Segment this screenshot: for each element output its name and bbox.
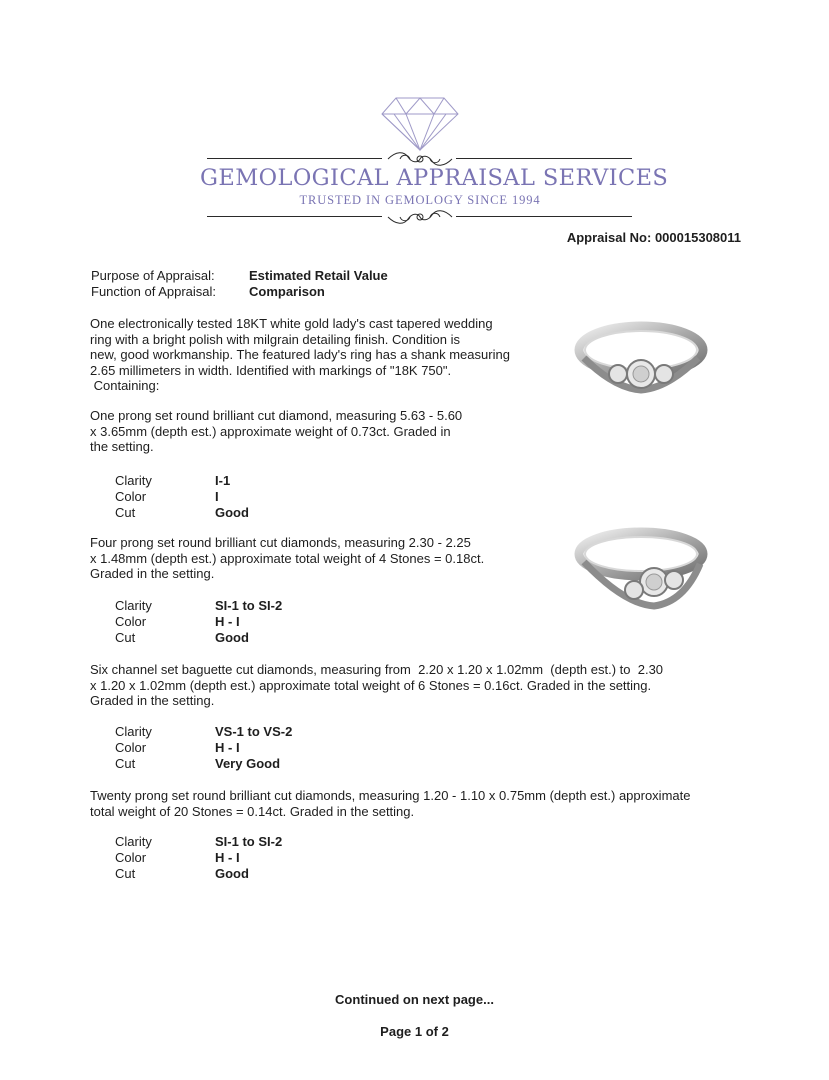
stone-description-line: x 1.20 x 1.02mm (depth est.) approximate total weight of 6 Stones = 0.16ct. Graded in the setting. bbox=[90, 677, 652, 693]
logo-rule-bottom-right bbox=[456, 216, 632, 217]
clarity-value: SI-1 to SI-2 bbox=[215, 598, 283, 613]
stone-description-line: x 3.65mm (depth est.) approximate weight of 0.73ct. Graded in bbox=[90, 423, 451, 439]
stone-description-line: x 1.48mm (depth est.) approximate total weight of 4 Stones = 0.18ct. bbox=[90, 550, 485, 566]
flourish-ornament-icon bbox=[386, 207, 454, 227]
grade-labels bbox=[115, 473, 152, 521]
grade-values bbox=[215, 598, 282, 646]
stone-description-line: Graded in the setting. bbox=[90, 693, 215, 708]
ring-photo-side bbox=[574, 524, 708, 624]
cut-value: Very Good bbox=[215, 756, 281, 771]
stone-description-line: total weight of 20 Stones = 0.14ct. Graded in the setting. bbox=[90, 803, 415, 819]
clarity-label: Clarity bbox=[115, 598, 152, 613]
purpose-label: Purpose of Appraisal: bbox=[91, 268, 215, 283]
clarity-label: Clarity bbox=[115, 834, 152, 849]
grade-values bbox=[215, 473, 249, 521]
stone-description-line: the setting. bbox=[90, 439, 154, 454]
stone-description-line: Twenty prong set round brilliant cut diamonds, measuring 1.20 - 1.10 x 0.75mm (depth est.) approximate bbox=[90, 788, 691, 803]
ring-photo-top bbox=[574, 310, 708, 410]
color-value: H - I bbox=[215, 614, 240, 629]
cut-label: Cut bbox=[115, 630, 136, 645]
description-line: ring with a bright polish with milgrain detailing finish. Condition is bbox=[90, 331, 460, 347]
description-line: new, good workmanship. The featured lady's ring has a shank measuring bbox=[90, 347, 510, 362]
logo-rule-top-right bbox=[456, 158, 632, 159]
stone-description-line: Six channel set baguette cut diamonds, measuring from 2.20 x 1.20 x 1.02mm (depth est.) to 2.30 bbox=[90, 662, 664, 677]
clarity-label: Clarity bbox=[115, 724, 152, 739]
ring-description bbox=[90, 316, 550, 394]
grade-labels bbox=[115, 598, 152, 646]
grade-values bbox=[215, 724, 292, 772]
page-number: Page 1 of 2 bbox=[380, 1024, 449, 1039]
cut-value: Good bbox=[215, 866, 249, 881]
color-label: Color bbox=[115, 850, 147, 865]
cut-label: Cut bbox=[115, 756, 136, 771]
color-value: I bbox=[215, 489, 219, 504]
description-line: Containing: bbox=[90, 378, 160, 393]
clarity-label: Clarity bbox=[115, 473, 152, 488]
diamond-logo-icon bbox=[380, 96, 460, 152]
grade-labels bbox=[115, 724, 152, 772]
appraisal-number-label: Appraisal No: bbox=[566, 230, 652, 245]
stone-description-line: Graded in the setting. bbox=[90, 566, 215, 581]
grade-values bbox=[215, 834, 282, 882]
stone-description-line: Four prong set round brilliant cut diamonds, measuring 2.30 - 2.25 bbox=[90, 535, 471, 550]
stone-description bbox=[90, 408, 490, 455]
color-value: H - I bbox=[215, 850, 240, 865]
purpose-value: Estimated Retail Value bbox=[249, 268, 388, 283]
description-line: 2.65 millimeters in width. Identified with markings of "18K 750". bbox=[90, 362, 452, 378]
stone-description bbox=[90, 662, 790, 709]
color-label: Color bbox=[115, 614, 147, 629]
clarity-value: SI-1 to SI-2 bbox=[215, 834, 283, 849]
color-label: Color bbox=[115, 489, 147, 504]
cut-value: Good bbox=[215, 630, 249, 645]
description-line: One electronically tested 18KT white gold lady's cast tapered wedding bbox=[90, 316, 493, 331]
clarity-value: I-1 bbox=[215, 473, 231, 488]
color-value: H - I bbox=[215, 740, 240, 755]
color-label: Color bbox=[115, 740, 147, 755]
clarity-value: VS-1 to VS-2 bbox=[215, 724, 293, 739]
grade-labels bbox=[115, 834, 152, 882]
appraisal-number bbox=[567, 230, 741, 245]
logo-rule-bottom-left bbox=[207, 216, 382, 217]
cut-label: Cut bbox=[115, 505, 136, 520]
stone-description-line: One prong set round brilliant cut diamond, measuring 5.63 - 5.60 bbox=[90, 408, 463, 423]
appraisal-number-value: 000015308011 bbox=[654, 230, 741, 245]
stone-description bbox=[90, 788, 790, 819]
function-value: Comparison bbox=[249, 284, 325, 299]
cut-value: Good bbox=[215, 505, 249, 520]
logo-title: GEMOLOGICAL APPRAISAL SERVICES bbox=[200, 165, 669, 191]
logo-tagline: TRUSTED IN GEMOLOGY SINCE 1994 bbox=[299, 193, 541, 207]
logo-rule-top-left bbox=[207, 158, 382, 159]
continued-note: Continued on next page... bbox=[335, 992, 494, 1007]
stone-description bbox=[90, 535, 560, 582]
cut-label: Cut bbox=[115, 866, 136, 881]
function-label: Function of Appraisal: bbox=[91, 284, 217, 299]
